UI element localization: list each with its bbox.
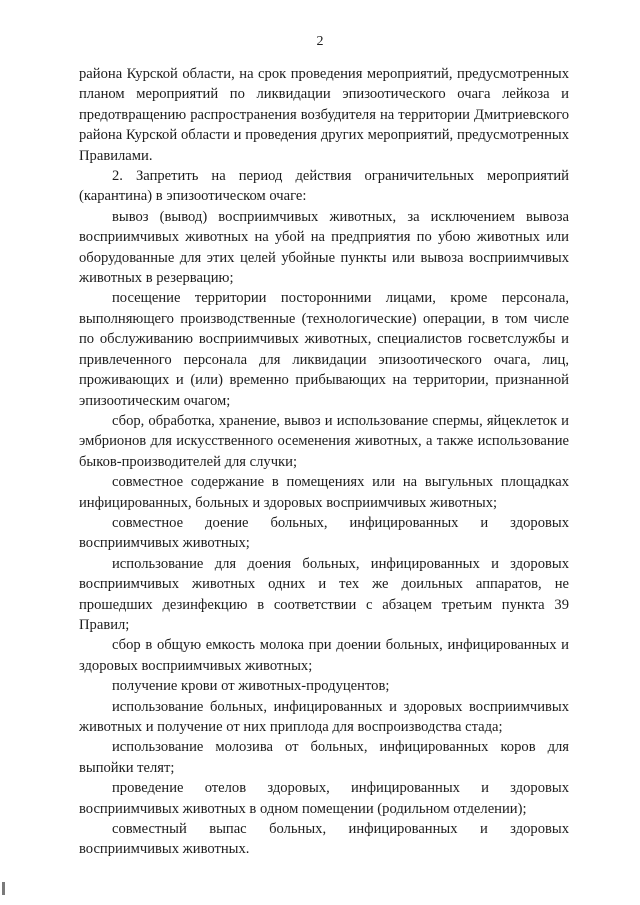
paragraph: сбор в общую емкость молока при доении больных, инфицированных и здоровых восприимчивых животных; (79, 637, 569, 674)
paragraph: посещение территории посторонними лицами, кроме персонала, выполняющего производственные (технологические) операции, в том числе по обслуживанию восприимчивых животных, специалистов госветслужбы и привлеченного персонала для ликвидации эпизоотического очага, лиц, проживающих и (или) временно прибывающих на территории, признанной эпизоотическим очагом; (79, 290, 569, 409)
paragraph: вывоз (вывод) восприимчивых животных, за исключением вывоза восприимчивых животных на убой на предприятия по убою животных или оборудованные для этих целей убойные пункты или вывоза восприимчивых животных в резервацию; (79, 208, 569, 287)
paragraph: проведение отелов здоровых, инфицированных и здоровых восприимчивых животных в одном помещении (родильном отделении); (79, 780, 569, 817)
paragraph: 2. Запретить на период действия ограничительных мероприятий (карантина) в эпизоотическом очаге: (79, 168, 569, 205)
paragraph: использование молозива от больных, инфицированных коров для выпойки телят; (79, 739, 569, 776)
paragraph: совместный выпас больных, инфицированных и здоровых восприимчивых животных. (79, 821, 569, 858)
paragraph: использование для доения больных, инфицированных и здоровых восприимчивых животных одних и тех же доильных аппаратов, не прошедших дезинфекцию в соответствии с абзацем третьим пункта 39 Правил; (79, 555, 569, 633)
paragraph-continuation: района Курской области, на срок проведения мероприятий, предусмотренных планом мероприятий по ликвидации эпизоотического очага лейкоза и предотвращению распространения возбудителя на территории Дмитриевского района Курской области и проведения других мероприятий, предусмотренных Правилами. (79, 66, 569, 164)
paragraph: сбор, обработка, хранение, вывоз и использование спермы, яйцеклеток и эмбрионов для искусственного осеменения животных, а также использование быков-производителей для случки; (79, 412, 569, 470)
paragraph: совместное содержание в помещениях или на выгульных площадках инфицированных, больных и здоровых восприимчивых животных; (79, 474, 569, 511)
paragraph: совместное доение больных, инфицированных и здоровых восприимчивых животных; (79, 514, 569, 552)
document-body (79, 64, 569, 860)
scan-edge-mark (2, 882, 5, 895)
paragraph: использование больных, инфицированных и здоровых восприимчивых животных и получение от них приплода для воспроизводства стада; (79, 698, 569, 735)
paragraph: получение крови от животных-продуцентов; (112, 678, 390, 695)
page-number: 2 (316, 34, 324, 49)
